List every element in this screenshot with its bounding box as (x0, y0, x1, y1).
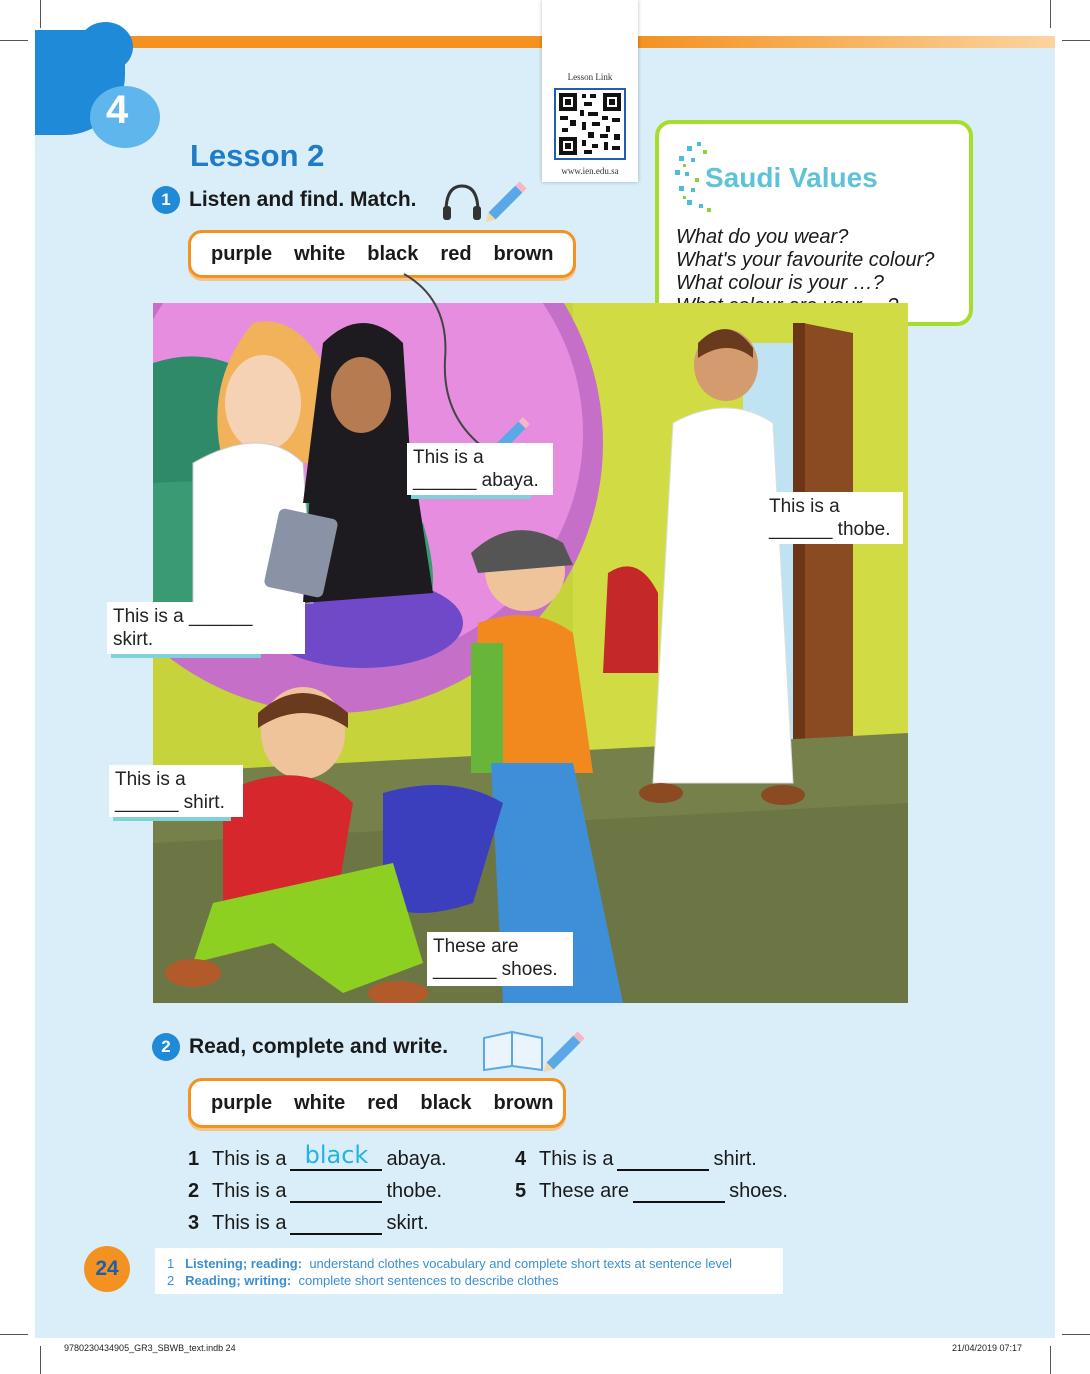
caption-abaya (407, 443, 553, 495)
caption-skirt-line2: skirt. (113, 629, 154, 650)
caption-skirt-line1: This is a ______ (113, 606, 253, 627)
caption-shirt (109, 765, 243, 817)
word-red: red (367, 1091, 399, 1114)
lesson-title: Lesson 2 (190, 138, 325, 173)
crop-mark (40, 1346, 41, 1374)
objective-1 (167, 1256, 732, 1271)
sentence-5 (515, 1180, 788, 1203)
crop-mark (40, 0, 41, 28)
sentence-text: thobe. (386, 1180, 443, 1202)
caption-abaya-line2: ______ abaya. (413, 470, 539, 491)
word-black: black (367, 242, 419, 265)
answer-blank[interactable] (290, 1141, 382, 1171)
lesson-link-url[interactable]: www.ien.edu.sa (561, 166, 619, 176)
crop-mark (0, 40, 28, 41)
header-band-fade (640, 36, 1055, 48)
print-slug-date: 21/04/2019 07:17 (952, 1343, 1023, 1353)
objective-skill: Reading; writing: (185, 1273, 292, 1288)
crop-mark (1062, 40, 1090, 41)
headphones-icon (442, 180, 528, 224)
lesson-link-card[interactable] (542, 0, 638, 182)
learning-objectives (155, 1248, 783, 1294)
crop-mark (1062, 1334, 1090, 1335)
answer-blank[interactable] (290, 1181, 382, 1203)
exercise-2-word-box (188, 1078, 566, 1128)
sentence-text: shirt. (713, 1148, 757, 1170)
sentence-text: abaya. (386, 1148, 447, 1170)
exercise-1-number: 1 (152, 186, 180, 214)
answer-text: black (304, 1141, 369, 1169)
answer-blank[interactable] (617, 1149, 709, 1171)
sentence-3 (188, 1212, 429, 1235)
sentence-text: These are (539, 1180, 630, 1202)
saudi-values-question: What colour is your …? (676, 272, 884, 294)
objective-2 (167, 1273, 559, 1288)
sentence-number: 5 (515, 1180, 527, 1202)
sentence-text: This is a (212, 1148, 287, 1170)
sentence-text: shoes. (729, 1180, 788, 1202)
word-purple: purple (211, 1091, 273, 1114)
sentence-2 (188, 1180, 442, 1203)
caption-skirt (107, 602, 305, 654)
caption-shirt-line1: This is a (115, 769, 186, 790)
word-white: white (294, 1091, 346, 1114)
objective-text: understand clothes vocabulary and complete short texts at sentence level (309, 1256, 733, 1271)
sentence-number: 4 (515, 1148, 527, 1170)
crop-mark (0, 1334, 28, 1335)
sentence-text: This is a (212, 1212, 287, 1234)
objective-text: complete short sentences to describe clothes (298, 1273, 559, 1288)
saudi-values-box (655, 120, 973, 326)
objective-skill: Listening; reading: (185, 1256, 303, 1271)
unit-badge-shape (78, 22, 133, 72)
sentence-4 (515, 1148, 757, 1171)
caption-thobe-line1: This is a (769, 496, 840, 517)
sentence-number: 1 (188, 1148, 200, 1170)
word-white: white (294, 242, 346, 265)
caption-abaya-line1: This is a (413, 447, 484, 468)
objective-number: 1 (167, 1256, 175, 1271)
word-red: red (440, 242, 472, 265)
exercise-1-word-box (188, 230, 576, 278)
caption-shirt-line2: ______ shirt. (115, 792, 225, 813)
sentence-1 (188, 1141, 447, 1171)
word-brown: brown (493, 1091, 554, 1114)
caption-shoes-line1: These are (433, 936, 519, 957)
sentence-text: skirt. (386, 1212, 429, 1234)
saudi-values-question: What do you wear? (676, 226, 849, 248)
word-brown: brown (493, 242, 554, 265)
print-slug-file: 9780230434905_GR3_SBWB_text.indb 24 (64, 1343, 236, 1353)
book-icon (480, 1026, 590, 1074)
crop-mark (1050, 0, 1051, 28)
answer-blank[interactable] (290, 1213, 382, 1235)
sentence-number: 3 (188, 1212, 200, 1234)
word-black: black (420, 1091, 472, 1114)
caption-thobe (763, 492, 903, 544)
saudi-values-question: What's your favourite colour? (676, 249, 935, 271)
caption-thobe-line2: ______ thobe. (769, 519, 891, 540)
answer-blank[interactable] (633, 1181, 725, 1203)
sentence-text: This is a (212, 1180, 287, 1202)
caption-underline (411, 495, 531, 499)
page-number: 24 (84, 1246, 130, 1292)
caption-shoes-line2: ______ shoes. (433, 959, 558, 980)
objective-number: 2 (167, 1273, 175, 1288)
exercise-2-number: 2 (152, 1033, 180, 1061)
exercise-2-title: Read, complete and write. (189, 1035, 449, 1058)
caption-underline (113, 817, 231, 821)
crop-mark (1050, 1346, 1051, 1374)
match-line (390, 270, 500, 460)
sentence-text: This is a (539, 1148, 614, 1170)
caption-shoes (427, 932, 573, 986)
saudi-values-title: Saudi Values (705, 162, 878, 193)
exercise-1-title: Listen and find. Match. (189, 188, 417, 211)
word-purple: purple (211, 242, 273, 265)
sentence-number: 2 (188, 1180, 200, 1202)
unit-number: 4 (106, 88, 129, 132)
caption-underline (111, 654, 261, 658)
qr-code-icon[interactable] (554, 88, 626, 160)
lesson-link-label: Lesson Link (567, 72, 613, 82)
